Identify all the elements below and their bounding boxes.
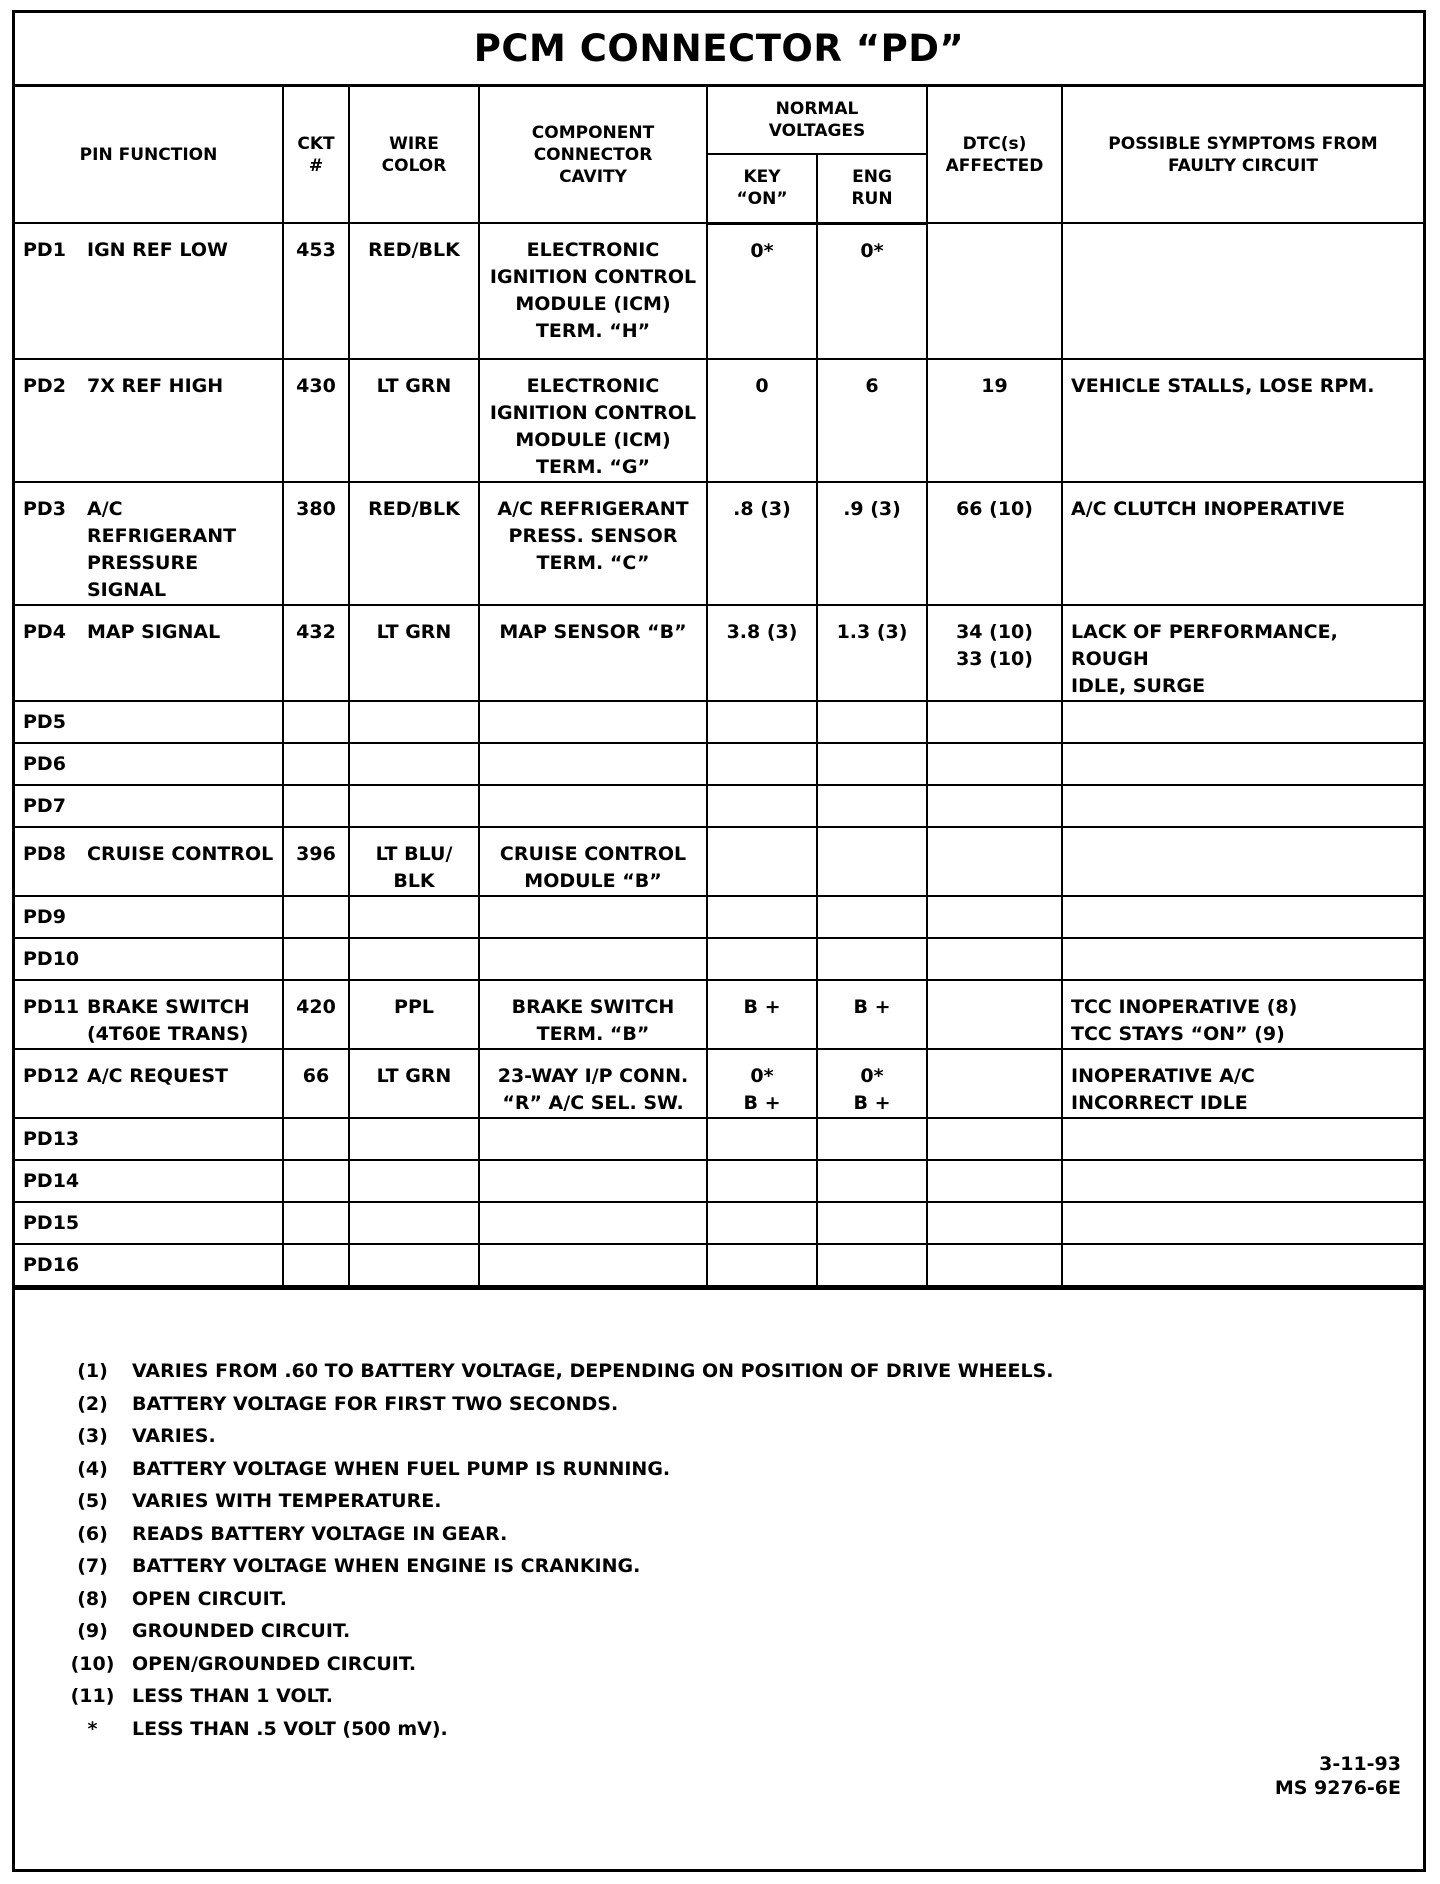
pin-id: PD9	[23, 905, 66, 928]
eng-run-voltage-cell-line: 0*	[860, 239, 884, 262]
ckt-cell: 66	[283, 1049, 349, 1118]
pin-function-line: REFRIGERANT	[87, 525, 237, 547]
component-cell-line: TERM. “G”	[536, 456, 650, 478]
component-cell-line: 23-WAY I/P CONN.	[497, 1065, 689, 1087]
component-cell-line: MODULE “B”	[524, 870, 662, 892]
component-cell-line: A/C REFRIGERANT	[497, 498, 689, 520]
wire-color-cell	[349, 1202, 479, 1244]
symptoms-cell	[1062, 482, 1423, 605]
table-row	[15, 827, 1423, 896]
pin-id: PD3	[23, 498, 66, 520]
symptoms-cell	[1062, 827, 1423, 896]
component-cell	[479, 1244, 707, 1286]
pin-function-label	[87, 709, 274, 736]
page-title: PCM CONNECTOR “PD”	[15, 13, 1423, 87]
symptoms-cell	[1062, 785, 1423, 827]
table-row	[15, 1049, 1423, 1118]
pin-function-line: A/C	[87, 498, 123, 520]
wire-color-cell	[349, 980, 479, 1049]
key-on-voltage-cell	[707, 785, 817, 827]
component-cell-line: “R” A/C SEL. SW.	[502, 1092, 684, 1114]
header-eng-run: ENG RUN	[817, 154, 927, 223]
pin-function-label	[87, 619, 274, 646]
header-wire-color: WIRE COLOR	[349, 87, 479, 223]
key-on-voltage-cell-line: B +	[743, 996, 781, 1018]
eng-run-voltage-cell-line: 1.3 (3)	[836, 621, 908, 643]
symptoms-cell-line: TCC INOPERATIVE (8)	[1071, 996, 1298, 1018]
pin-function-cell	[15, 482, 283, 605]
eng-run-voltage-cell	[817, 743, 927, 785]
ckt-cell	[283, 896, 349, 938]
component-cell	[479, 785, 707, 827]
wire-color-cell	[349, 743, 479, 785]
key-on-voltage-cell	[707, 1202, 817, 1244]
wire-color-cell	[349, 938, 479, 980]
key-on-voltage-cell-line: 0*	[750, 1065, 774, 1087]
component-cell	[479, 827, 707, 896]
component-cell	[479, 359, 707, 482]
pin-id: PD14	[23, 1169, 80, 1192]
wire-color-cell	[349, 1049, 479, 1118]
footnote-text: BATTERY VOLTAGE WHEN FUEL PUMP IS RUNNING.	[132, 1457, 671, 1480]
pin-function-label	[87, 994, 274, 1048]
footnote	[65, 1485, 1054, 1518]
pin-function-label	[87, 793, 274, 820]
table-row	[15, 896, 1423, 938]
connector-table-sheet	[12, 10, 1426, 1872]
eng-run-voltage-cell	[817, 701, 927, 743]
table-row	[15, 482, 1423, 605]
eng-run-voltage-cell	[817, 223, 927, 359]
table-row	[15, 1118, 1423, 1160]
pin-function-line: PRESSURE	[87, 552, 199, 574]
footnote-text: OPEN/GROUNDED CIRCUIT.	[132, 1652, 417, 1675]
key-on-voltage-cell	[707, 223, 817, 359]
dtc-cell	[927, 1160, 1062, 1202]
symptoms-cell	[1062, 938, 1423, 980]
footnote	[65, 1615, 1054, 1648]
wire-color-cell	[349, 223, 479, 359]
pin-id: PD8	[23, 843, 66, 865]
eng-run-voltage-cell-line: B +	[853, 996, 891, 1018]
dtc-cell	[927, 1049, 1062, 1118]
symptoms-cell	[1062, 359, 1423, 482]
table-row	[15, 1244, 1423, 1286]
header-key-on: KEY “ON”	[707, 154, 817, 223]
key-on-voltage-cell-line: B +	[743, 1092, 781, 1114]
footnote-number: (1)	[77, 1360, 108, 1383]
eng-run-voltage-cell	[817, 1118, 927, 1160]
header-normal-voltages: NORMAL VOLTAGES	[707, 87, 927, 154]
pin-id: PD2	[23, 375, 66, 397]
footnote-text: BATTERY VOLTAGE FOR FIRST TWO SECONDS.	[132, 1392, 619, 1415]
pin-id: PD15	[23, 1211, 80, 1234]
ckt-cell: 453	[283, 223, 349, 359]
component-cell	[479, 1202, 707, 1244]
dtc-cell	[927, 980, 1062, 1049]
pin-function-label	[87, 1063, 274, 1090]
pin-function-cell	[15, 1160, 283, 1202]
header-ckt: CKT #	[283, 87, 349, 223]
eng-run-voltage-cell	[817, 1244, 927, 1286]
footnote-number: (6)	[77, 1522, 108, 1545]
footnote	[65, 1550, 1054, 1583]
key-on-voltage-cell	[707, 605, 817, 701]
pin-function-cell	[15, 1118, 283, 1160]
symptoms-cell	[1062, 1049, 1423, 1118]
pin-id: PD13	[23, 1127, 80, 1150]
pin-function-line: BRAKE SWITCH	[87, 996, 250, 1018]
dtc-cell	[927, 938, 1062, 980]
footnote-text: BATTERY VOLTAGE WHEN ENGINE IS CRANKING.	[132, 1555, 641, 1578]
table-row	[15, 1160, 1423, 1202]
pin-function-label	[87, 237, 274, 264]
dtc-cell-line: 66 (10)	[956, 498, 1033, 520]
eng-run-voltage-cell-line: .9 (3)	[843, 498, 901, 520]
pin-id: PD7	[23, 794, 66, 817]
component-cell-line: TERM. “H”	[535, 320, 651, 342]
pin-table	[15, 87, 1423, 1287]
pin-id: PD16	[23, 1253, 80, 1276]
footnote-number: (9)	[77, 1620, 108, 1643]
footnote-number: *	[87, 1717, 98, 1740]
symptoms-cell	[1062, 1118, 1423, 1160]
wire-color-cell-line: RED/BLK	[368, 239, 460, 261]
key-on-voltage-cell	[707, 743, 817, 785]
symptoms-cell	[1062, 701, 1423, 743]
pin-function-cell	[15, 743, 283, 785]
component-cell-line: MAP SENSOR “B”	[499, 621, 687, 643]
pin-function-line: IGN REF LOW	[87, 239, 228, 261]
dtc-cell-line: 34 (10)	[956, 621, 1033, 643]
pin-function-label	[87, 1252, 274, 1279]
pin-function-cell	[15, 1202, 283, 1244]
footnote-list	[65, 1355, 1054, 1745]
key-on-voltage-cell-line: 0	[755, 375, 769, 397]
pin-function-line: (4T60E TRANS)	[87, 1023, 249, 1045]
component-cell-line: ELECTRONIC	[526, 375, 660, 397]
footnote-text: VARIES WITH TEMPERATURE.	[132, 1490, 442, 1513]
ckt-cell: 396	[283, 827, 349, 896]
pin-function-label	[87, 496, 274, 604]
header-symptoms: POSSIBLE SYMPTOMS FROM FAULTY CIRCUIT	[1062, 87, 1423, 223]
ckt-cell	[283, 1118, 349, 1160]
dtc-cell	[927, 223, 1062, 359]
table-row	[15, 223, 1423, 359]
wire-color-cell-line: LT BLU/	[375, 843, 453, 865]
dtc-cell	[927, 482, 1062, 605]
pin-id: PD4	[23, 621, 66, 643]
dtc-cell-line: 19	[981, 375, 1008, 397]
pin-id: PD1	[23, 239, 66, 261]
symptoms-cell	[1062, 743, 1423, 785]
ckt-cell	[283, 1202, 349, 1244]
pin-function-line: A/C REQUEST	[87, 1065, 229, 1087]
component-cell	[479, 482, 707, 605]
eng-run-voltage-cell	[817, 896, 927, 938]
ckt-cell: 432	[283, 605, 349, 701]
key-on-voltage-cell-line: .8 (3)	[733, 498, 791, 520]
dtc-cell	[927, 827, 1062, 896]
dtc-cell	[927, 785, 1062, 827]
dtc-cell	[927, 605, 1062, 701]
eng-run-voltage-cell-line: B +	[853, 1092, 891, 1114]
symptoms-cell-line: LACK OF PERFORMANCE, ROUGH	[1071, 621, 1338, 670]
pin-function-label	[87, 751, 274, 778]
pin-function-cell	[15, 980, 283, 1049]
component-cell-line: PRESS. SENSOR	[508, 525, 678, 547]
component-cell-line: MODULE (ICM)	[515, 429, 671, 451]
footnote-text: VARIES.	[132, 1425, 216, 1448]
key-on-voltage-cell-line: 0*	[750, 239, 774, 262]
footnote-number: (10)	[70, 1652, 115, 1675]
pin-function-line: 7X REF HIGH	[87, 375, 224, 397]
pin-function-cell	[15, 701, 283, 743]
symptoms-cell-line: VEHICLE STALLS, LOSE RPM.	[1071, 375, 1375, 397]
key-on-voltage-cell	[707, 980, 817, 1049]
table-row	[15, 359, 1423, 482]
wire-color-cell-line: PPL	[394, 996, 434, 1018]
ckt-cell	[283, 743, 349, 785]
eng-run-voltage-cell	[817, 359, 927, 482]
footnote	[65, 1388, 1054, 1421]
wire-color-cell-line: LT GRN	[376, 621, 452, 643]
pin-function-cell	[15, 785, 283, 827]
component-cell	[479, 896, 707, 938]
symptoms-cell-line: INCORRECT IDLE	[1071, 1092, 1248, 1114]
eng-run-voltage-cell-line: 6	[865, 375, 879, 397]
pin-function-cell	[15, 1244, 283, 1286]
component-cell-line: IGNITION CONTROL	[489, 266, 697, 288]
table-row	[15, 743, 1423, 785]
pin-function-label	[87, 946, 274, 973]
ckt-cell	[283, 785, 349, 827]
footnote-text: READS BATTERY VOLTAGE IN GEAR.	[132, 1522, 508, 1545]
dtc-cell	[927, 1118, 1062, 1160]
key-on-voltage-cell	[707, 701, 817, 743]
footnote-text: GROUNDED CIRCUIT.	[132, 1620, 351, 1643]
pin-id: PD11	[23, 996, 80, 1018]
table-row	[15, 980, 1423, 1049]
key-on-voltage-cell	[707, 359, 817, 482]
pin-id: PD5	[23, 710, 66, 733]
footnote-text: LESS THAN 1 VOLT.	[132, 1685, 333, 1708]
key-on-voltage-cell	[707, 938, 817, 980]
footnotes	[15, 1287, 1423, 1818]
footnote-number: (2)	[77, 1392, 108, 1415]
ckt-cell	[283, 1244, 349, 1286]
component-cell-line: BRAKE SWITCH	[511, 996, 675, 1018]
component-cell-line: TERM. “C”	[536, 552, 650, 574]
pin-function-label	[87, 841, 274, 868]
component-cell	[479, 701, 707, 743]
footnote-text: OPEN CIRCUIT.	[132, 1587, 287, 1610]
eng-run-voltage-cell	[817, 1049, 927, 1118]
pin-function-label	[87, 1168, 274, 1195]
wire-color-cell	[349, 482, 479, 605]
pin-function-cell	[15, 359, 283, 482]
footnote-number: (5)	[77, 1490, 108, 1513]
wire-color-cell	[349, 827, 479, 896]
pin-function-cell	[15, 827, 283, 896]
pin-id: PD12	[23, 1065, 80, 1087]
eng-run-voltage-cell-line: 0*	[860, 1065, 884, 1087]
pin-function-cell	[15, 605, 283, 701]
ckt-cell	[283, 938, 349, 980]
pin-function-label	[87, 1126, 274, 1153]
wire-color-cell-line: RED/BLK	[368, 498, 460, 520]
table-row	[15, 1202, 1423, 1244]
key-on-voltage-cell	[707, 827, 817, 896]
symptoms-cell	[1062, 1202, 1423, 1244]
pin-id: PD6	[23, 752, 66, 775]
footnote	[65, 1453, 1054, 1486]
component-cell	[479, 980, 707, 1049]
dtc-cell	[927, 359, 1062, 482]
document-number: MS 9276-6E	[1274, 1777, 1401, 1799]
footnote	[65, 1518, 1054, 1551]
pin-function-line: CRUISE CONTROL	[87, 843, 274, 865]
component-cell	[479, 223, 707, 359]
symptoms-cell-line: INOPERATIVE A/C	[1071, 1065, 1255, 1087]
eng-run-voltage-cell	[817, 482, 927, 605]
key-on-voltage-cell-line: 3.8 (3)	[726, 621, 798, 643]
table-row	[15, 605, 1423, 701]
wire-color-cell-line: LT GRN	[376, 1065, 452, 1087]
ckt-cell	[283, 1160, 349, 1202]
pin-function-label	[87, 904, 274, 931]
document-code	[1275, 1752, 1401, 1800]
dtc-cell	[927, 1244, 1062, 1286]
key-on-voltage-cell	[707, 1160, 817, 1202]
pin-function-cell	[15, 223, 283, 359]
header-dtc: DTC(s) AFFECTED	[927, 87, 1062, 223]
footnote	[65, 1680, 1054, 1713]
wire-color-cell-line: BLK	[393, 870, 435, 892]
footnote-number: (4)	[77, 1457, 108, 1480]
wire-color-cell	[349, 1160, 479, 1202]
dtc-cell	[927, 896, 1062, 938]
pin-function-label	[87, 373, 274, 400]
footnote-number: (3)	[77, 1425, 108, 1448]
dtc-cell	[927, 743, 1062, 785]
pin-function-label	[87, 1210, 274, 1237]
wire-color-cell	[349, 701, 479, 743]
component-cell-line: ELECTRONIC	[526, 239, 660, 261]
footnote	[65, 1355, 1054, 1388]
table-row	[15, 938, 1423, 980]
footnote-text: VARIES FROM .60 TO BATTERY VOLTAGE, DEPENDING ON POSITION OF DRIVE WHEELS.	[132, 1360, 1054, 1383]
ckt-cell	[283, 701, 349, 743]
eng-run-voltage-cell	[817, 980, 927, 1049]
symptoms-cell	[1062, 896, 1423, 938]
wire-color-cell-line: LT GRN	[376, 375, 452, 397]
pin-function-line: SIGNAL	[87, 579, 167, 601]
pin-function-cell	[15, 896, 283, 938]
component-cell	[479, 1160, 707, 1202]
pin-id: PD10	[23, 947, 80, 970]
footnote-number: (7)	[77, 1555, 108, 1578]
eng-run-voltage-cell	[817, 605, 927, 701]
footnote-number: (11)	[70, 1685, 115, 1708]
component-cell-line: CRUISE CONTROL	[499, 843, 687, 865]
pin-function-cell	[15, 1049, 283, 1118]
symptoms-cell	[1062, 223, 1423, 359]
component-cell	[479, 1049, 707, 1118]
wire-color-cell	[349, 1118, 479, 1160]
pin-function-cell	[15, 938, 283, 980]
symptoms-cell-line: A/C CLUTCH INOPERATIVE	[1071, 498, 1346, 520]
component-cell	[479, 605, 707, 701]
symptoms-cell-line: TCC STAYS “ON” (9)	[1071, 1023, 1285, 1045]
ckt-cell: 430	[283, 359, 349, 482]
dtc-cell-line: 33 (10)	[956, 648, 1033, 670]
pin-function-line: MAP SIGNAL	[87, 621, 221, 643]
footnote	[65, 1648, 1054, 1681]
wire-color-cell	[349, 605, 479, 701]
key-on-voltage-cell	[707, 1049, 817, 1118]
key-on-voltage-cell	[707, 1244, 817, 1286]
eng-run-voltage-cell	[817, 1160, 927, 1202]
wire-color-cell	[349, 1244, 479, 1286]
footnote	[65, 1583, 1054, 1616]
component-cell	[479, 1118, 707, 1160]
dtc-cell	[927, 1202, 1062, 1244]
header-component: COMPONENT CONNECTOR CAVITY	[479, 87, 707, 223]
component-cell-line: MODULE (ICM)	[515, 293, 671, 315]
wire-color-cell	[349, 785, 479, 827]
symptoms-cell	[1062, 980, 1423, 1049]
symptoms-cell	[1062, 1244, 1423, 1286]
dtc-cell	[927, 701, 1062, 743]
eng-run-voltage-cell	[817, 827, 927, 896]
ckt-cell: 420	[283, 980, 349, 1049]
component-cell-line: IGNITION CONTROL	[489, 402, 697, 424]
footnote	[65, 1420, 1054, 1453]
component-cell-line: TERM. “B”	[536, 1023, 650, 1045]
component-cell	[479, 743, 707, 785]
eng-run-voltage-cell	[817, 1202, 927, 1244]
wire-color-cell	[349, 359, 479, 482]
eng-run-voltage-cell	[817, 785, 927, 827]
symptoms-cell-line: IDLE, SURGE	[1071, 675, 1206, 697]
wire-color-cell	[349, 896, 479, 938]
footnote	[65, 1713, 1054, 1746]
table-row	[15, 785, 1423, 827]
table-row	[15, 701, 1423, 743]
eng-run-voltage-cell	[817, 938, 927, 980]
symptoms-cell	[1062, 605, 1423, 701]
table-body	[15, 223, 1423, 1286]
footnote-number: (8)	[77, 1587, 108, 1610]
footnote-text: LESS THAN .5 VOLT (500 mV).	[132, 1717, 448, 1740]
component-cell	[479, 938, 707, 980]
key-on-voltage-cell	[707, 896, 817, 938]
header-pin-function: PIN FUNCTION	[15, 87, 283, 223]
key-on-voltage-cell	[707, 482, 817, 605]
document-date: 3-11-93	[1319, 1753, 1401, 1775]
symptoms-cell	[1062, 1160, 1423, 1202]
ckt-cell: 380	[283, 482, 349, 605]
key-on-voltage-cell	[707, 1118, 817, 1160]
